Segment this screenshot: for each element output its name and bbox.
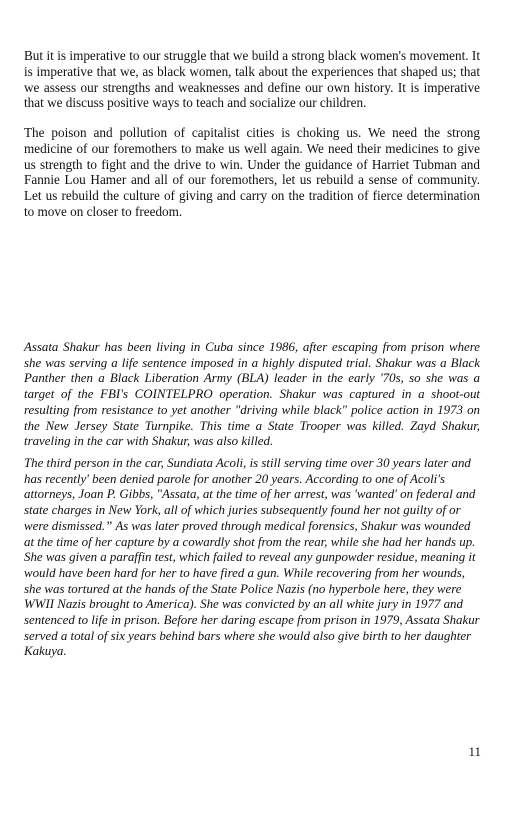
- italic-note-paragraph-2: The third person in the car, Sundiata Acoli, is still serving time over 30 years later and has recently' been denied parole for another 20 years. According to one of Acoli's attorneys, Joan P. Gibbs, "Assata, at the time of her arrest, was 'wanted' on federal and state charges in New York, all of which juries subsequently found her not guilty of or were dismissed.” As was later proved through medical forensics, Shakur was wounded at the time of her capture by a cowardly shot from the rear, while she had her hands up. She was given a paraffin test, which failed to reveal any gunpowder residue, meaning it would have been hard for her to have fired a gun. While recovering from her wounds, she was tortured at the hands of the State Police Nazis (no hyperbole here, they were WWII Nazis brought to America). She was convicted by an all white jury in 1977 and sentenced to life in prison. Before her daring escape from prison in 1979, Assata Shakur served a total of six years behind bars where she would also give birth to her daughter Kakuya.: [24, 456, 480, 659]
- italic-note-paragraph-1: Assata Shakur has been living in Cuba since 1986, after escaping from prison where she was serving a life sentence imposed in a highly disputed trial. Shakur was a Black Panther then a Black Liberation Army (BLA) leader in the early '70s, so she was a target of the FBI's COINTELPRO operation. Shakur was captured in a shoot-out resulting from resistance to yet another "driving while black" police action in 1973 on the New Jersey State Turnpike. This time a State Trooper was killed. Zayd Shakur, traveling in the car with Shakur, was also killed.: [24, 340, 480, 449]
- page-number: 11: [468, 744, 481, 759]
- body-paragraph-1: But it is imperative to our struggle that we build a strong black women's movement. It is imperative that we, as black women, talk about the experiences that shaped us; that we assess our strengths and weaknesses and define our own history. It is imperative that we discuss positive ways to teach and socialize our children.: [24, 48, 480, 111]
- body-paragraph-2: The poison and pollution of capitalist cities is choking us. We need the strong medicine of our foremothers to make us well again. We need their medicines to give us strength to fight and the drive to win. Under the guidance of Harriet Tubman and Fannie Lou Hamer and all of our foremothers, let us rebuild a sense of community. Let us rebuild the culture of giving and carry on the tradition of fierce determination to move on closer to freedom.: [24, 125, 480, 219]
